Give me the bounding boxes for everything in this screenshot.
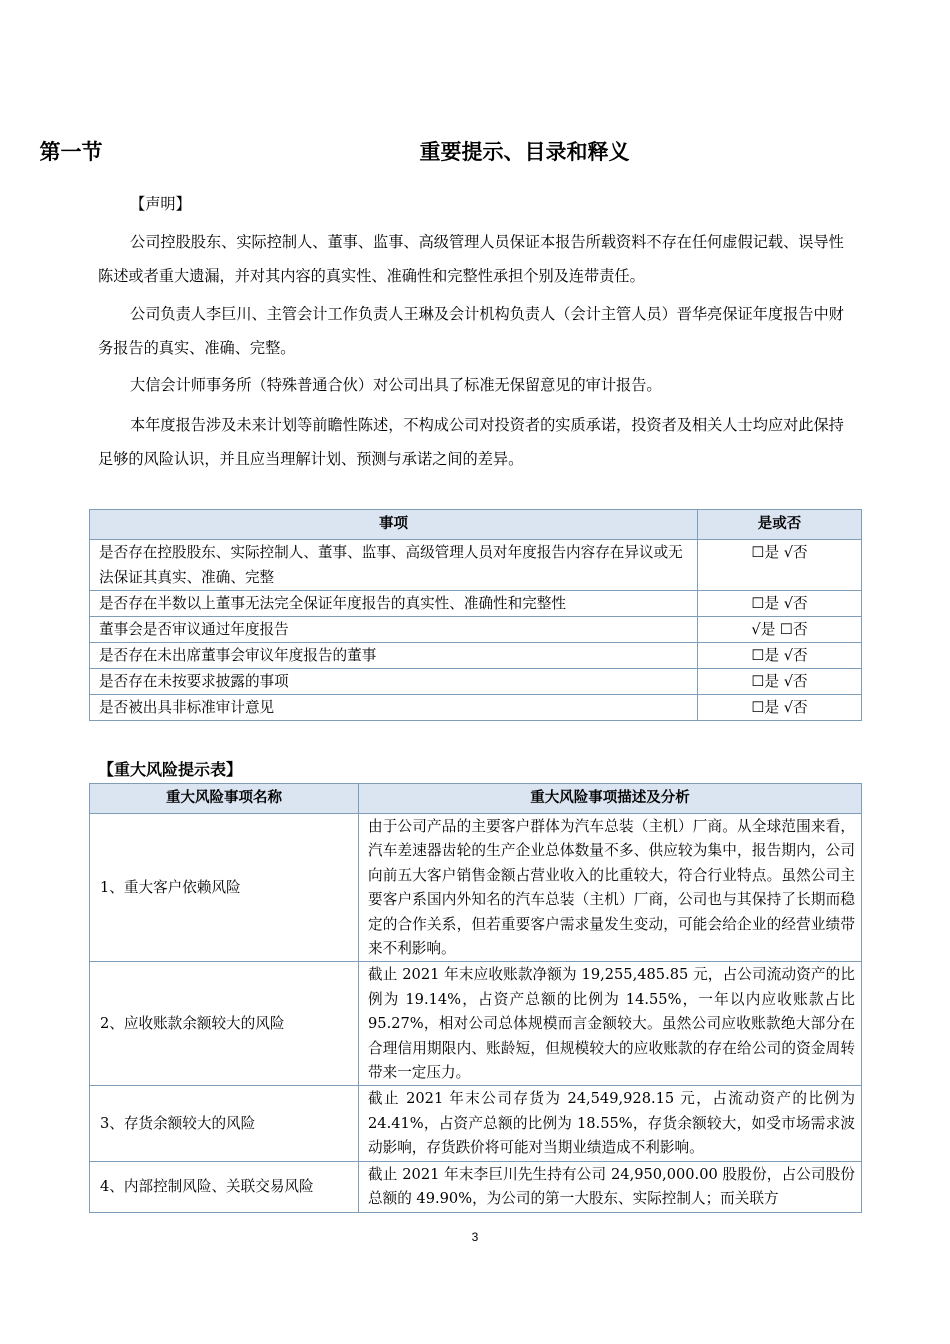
paragraph-2: 公司负责人李巨川、主管会计工作负责人王琳及会计机构负责人（会计主管人员）晋华亮保证年度报告中财务报告的真实、准确、完整。 [98,305,844,357]
header-risk-desc: 重大风险事项描述及分析 [359,784,862,814]
row-answer: ☐是 √否 [698,540,862,591]
risk-table-title: 【重大风险提示表】 [98,760,243,779]
risk-desc: 由于公司产品的主要客户群体为汽车总装（主机）厂商。从全球范围来看，汽车差速器齿轮的生产企业总体数量不多、供应较为集中，报告期内，公司向前五大客户销售金额占营业收入的比重较大，符合行业特点。虽然公司主要客户系国内外知名的汽车总装（主机）厂商，公司也与其保持了长期而稳定的合作关系，但若重要客户需求量发生变动，可能会给企业的经营业绩带来不利影响。 [359,814,862,962]
table-row [90,814,862,962]
row-item: 是否被出具非标准审计意见 [90,695,698,721]
table-row [90,591,862,617]
table-row [90,962,862,1086]
row-item: 是否存在控股股东、实际控制人、董事、监事、高级管理人员对年度报告内容存在异议或无法保证其真实、准确、完整 [90,540,698,591]
header-yes-no: 是或否 [698,510,862,540]
row-item: 是否存在未出席董事会审议年度报告的董事 [90,643,698,669]
row-answer: ☐是 √否 [698,591,862,617]
paragraph-4: 本年度报告涉及未来计划等前瞻性陈述，不构成公司对投资者的实质承诺，投资者及相关人士均应对此保持足够的风险认识，并且应当理解计划、预测与承诺之间的差异。 [98,416,844,468]
row-item: 是否存在未按要求披露的事项 [90,669,698,695]
table-row [90,695,862,721]
section-number: 第一节 [39,140,103,164]
table-header-row [90,784,862,814]
row-answer: ☐是 √否 [698,643,862,669]
page-number: 3 [471,1230,479,1244]
section-name: 重要提示、目录和释义 [419,140,630,164]
confirmation-table [89,509,862,721]
risk-name: 3、存货余额较大的风险 [90,1086,359,1161]
risk-name: 4、内部控制风险、关联交易风险 [90,1161,359,1212]
table-row [90,1161,862,1212]
row-answer: √是 ☐否 [698,617,862,643]
statement-heading: 【声明】 [130,195,191,213]
risk-name: 1、重大客户依赖风险 [90,814,359,962]
table-row [90,617,862,643]
risk-name: 2、应收账款余额较大的风险 [90,962,359,1086]
table-row [90,540,862,591]
risk-desc: 截止 2021 年末应收账款净额为 19,255,485.85 元，占公司流动资产的比例为 19.14%，占资产总额的比例为 14.55%，一年以内应收账款占比 95.27%，相对公司总体规模而言金额较大。虽然公司应收账款绝大部分在合理信用期限内、账龄短，但规模较大的应收账款的存在给公司的资金周转带来一定压力。 [359,962,862,1086]
section-title [0,136,950,166]
table-row [90,643,862,669]
table-row [90,669,862,695]
table-header-row [90,510,862,540]
paragraph-3: 大信会计师事务所（特殊普通合伙）对公司出具了标准无保留意见的审计报告。 [130,376,662,394]
table-row [90,1086,862,1161]
risk-desc: 截止 2021 年末公司存货为 24,549,928.15 元，占流动资产的比例为 24.41%，占资产总额的比例为 18.55%，存货余额较大，如受市场需求波动影响，存货跌价将可能对当期业绩造成不利影响。 [359,1086,862,1161]
risk-desc: 截止 2021 年末李巨川先生持有公司 24,950,000.00 股股份，占公司股份总额的 49.90%，为公司的第一大股东、实际控制人；而关联方 [359,1161,862,1212]
header-risk-name: 重大风险事项名称 [90,784,359,814]
paragraph-1: 公司控股股东、实际控制人、董事、监事、高级管理人员保证本报告所载资料不存在任何虚假记载、误导性陈述或者重大遗漏，并对其内容的真实性、准确性和完整性承担个别及连带责任。 [98,233,844,285]
row-item: 董事会是否审议通过年度报告 [90,617,698,643]
header-item: 事项 [90,510,698,540]
row-item: 是否存在半数以上董事无法完全保证年度报告的真实性、准确性和完整性 [90,591,698,617]
risk-table [89,783,862,1213]
row-answer: ☐是 √否 [698,695,862,721]
row-answer: ☐是 √否 [698,669,862,695]
